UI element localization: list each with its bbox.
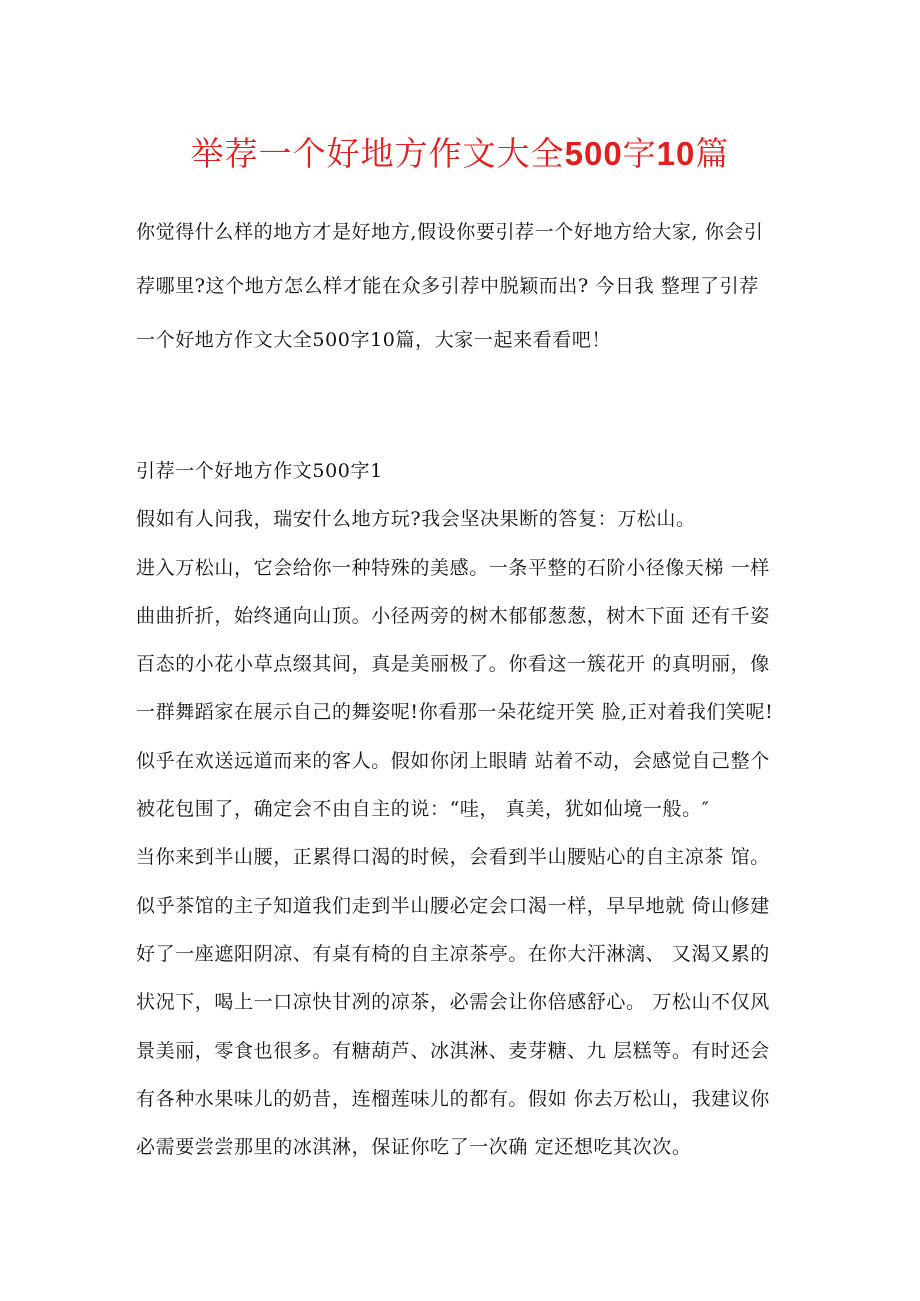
body-line: 曲曲折折，始终通向山顶。小径两旁的树木郁郁葱葱，树木下面 还有千姿 — [136, 604, 770, 627]
title-number: 500 — [564, 135, 623, 172]
body-line: 百态的小花小草点缀其间，真是美丽极了。你看这一簇花开 的真明丽，像 — [136, 653, 770, 676]
intro-line: 荐哪里?这个地方怎么样才能在众多引荐中脱颖而出? 今日我 整理了引荐 — [136, 275, 759, 297]
title-text: 举荐一个好地方作文大全 — [190, 134, 565, 173]
document-title — [0, 132, 920, 176]
body-line: 必需要尝尝那里的冰淇淋，保证你吃了一次确 定还想吃其次次。 — [136, 1136, 692, 1159]
title-number-2: 10 — [656, 135, 696, 172]
body-line: 一群舞蹈家在展示自己的舞姿呢!你看那一朵花绽开笑 脸,正对着我们笑呢! — [136, 701, 774, 724]
intro-line: 一个好地方作文大全500字10篇，大家一起来看看吧！ — [136, 329, 612, 351]
essay-section — [136, 447, 796, 1171]
body-line: 进入万松山，它会给你一种特殊的美感。一条平整的石阶小径像天梯 一样 — [136, 556, 770, 579]
body-line: 当你来到半山腰，正累得口渴的时候，会看到半山腰贴心的自主凉茶 馆。 — [136, 846, 770, 869]
body-line: 好了一座遮阳阴凉、有桌有椅的自主凉茶亭。在你大汗淋漓、 又渴又累的 — [136, 942, 770, 965]
body-line: 被花包围了，确定会不由自主的说：“哇， 真美，犹如仙境一般。″ — [136, 798, 710, 821]
intro-paragraph — [136, 205, 796, 367]
body-line: 景美丽，零食也很多。有糖葫芦、冰淇淋、麦芽糖、九 层糕等。有时还会 — [136, 1039, 770, 1062]
body-line: 似乎在欢送远道而来的客人。假如你闭上眼睛 站着不动，会感觉自己整个 — [136, 749, 770, 772]
intro-line: 你觉得什么样的地方才是好地方,假设你要引荐一个好地方给大家, 你会引 — [136, 221, 764, 243]
section-heading: 引荐一个好地方作文500字1 — [136, 460, 383, 482]
body-line: 有各种水果味儿的奶昔，连榴莲味儿的都有。假如 你去万松山，我建议你 — [136, 1087, 770, 1110]
body-line: 似乎茶馆的主子知道我们走到半山腰必定会口渴一样，早早地就 倚山修建 — [136, 894, 770, 917]
body-line: 状况下，喝上一口凉快甘冽的凉茶，必需会让你倍感舒心。 万松山不仅风 — [136, 991, 770, 1014]
title-text-3: 篇 — [695, 134, 730, 173]
title-text-2: 字 — [622, 134, 657, 173]
body-line: 假如有人问我，瑞安什么地方玩?我会坚决果断的答复：万松山。 — [136, 508, 696, 531]
